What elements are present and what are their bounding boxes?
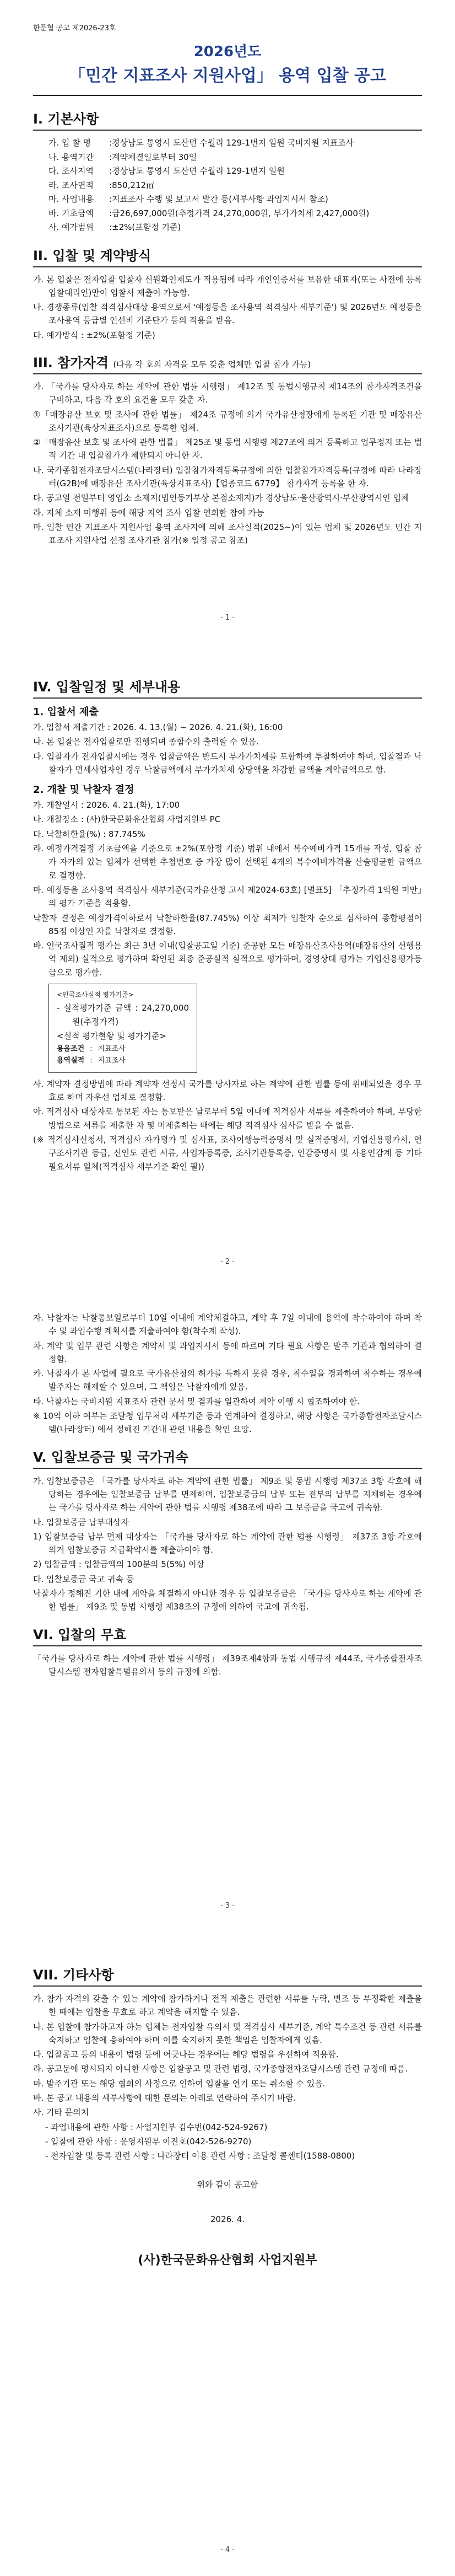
basic-info-row: 나. 용역기간 : 계약체결일로부터 30일: [33, 151, 422, 165]
basic-info-row: 사. 예가범위 : ±2%(포함정 기준): [33, 221, 422, 235]
basic-info-key: 바. 기초금액: [48, 208, 94, 218]
other-item: 마. 발주기관 또는 해당 협회의 사정으로 인하여 입찰을 연기 또는 취소할 수 있음.: [33, 2078, 326, 2089]
section-other-title: VII. 기타사항: [33, 1967, 114, 1983]
section-divider: [33, 1468, 422, 1469]
basic-info-value: 경상남도 통영시 도산면 수월리 129-1번지 일원: [112, 166, 285, 176]
eligibility-list: [33, 380, 422, 548]
doc-number: 한문협 공고 제2026-23호: [33, 24, 116, 33]
basic-info-key: 라. 조사면적: [48, 180, 94, 190]
eligibility-item: 다. 공고일 전일부터 영업소 소재지(법인등기부상 본점소재지)가 경상남도·울산광역시·부산광역시인 업체: [33, 493, 409, 503]
other-item: 다. 입찰공고 등의 내용이 법령 등에 어긋나는 경우에는 해당 법령을 우선하여 적용함.: [33, 2049, 339, 2060]
page-number: - 2 -: [220, 1258, 235, 1266]
box-row: 용을조건 : 지표조사: [57, 1044, 189, 1055]
eligibility-item: 라. 지체 소재 미행위 등에 해당 지역 조사 입찰 연회한 참여 가능: [33, 507, 264, 518]
page-4: [0, 1932, 455, 2576]
deposit-item: 2) 입찰금액 : 입찰금액의 100분의 5(5%) 이상: [33, 1559, 205, 1570]
evaluation-box: [48, 984, 197, 1073]
basic-info-row: 라. 조사면적 : 850,212㎡: [33, 179, 422, 193]
basic-info-value: 금26,697,000원(추정가격 24,270,000원, 부가가치세 2,427,000원): [112, 208, 370, 218]
eligibility-item: ②「매장유산 보호 및 조사에 관한 법률」 제25조 및 동법 시행령 제27조에 의거 등록하고 업무정지 또는 법적 기간 내 입찰참가가 제한되지 아니한 자.: [33, 437, 422, 461]
box-value: 지표조사: [98, 1045, 126, 1054]
page-number: - 3 -: [220, 1902, 235, 1910]
section-eligibility-title: [33, 352, 422, 371]
box-rows: [57, 1044, 189, 1067]
eligibility-item: 가. 「국가를 당사자로 하는 계약에 관한 법률 시행령」 제12조 및 동법시행규칙 제14조의 참가자격조건을 구비하고, 다음 각 호의 요건을 모두 갖춘 자.: [33, 381, 422, 405]
deposit-item: 다. 입찰보증금 국고 귀속 등: [33, 1574, 134, 1584]
method-item: 가. 본 입찰은 전자입찰 입찰자 신원확인제도가 적용됨에 따라 개인인증서를 보유한 대표자(또는 사전에 등록 입찰대리인)만이 입찰서 제출이 가능함.: [33, 274, 422, 298]
other-item: 사. 기타 문의처: [33, 2107, 89, 2118]
basic-info-key: 다. 조사지역: [48, 166, 94, 176]
opening-item: 라. 예정가격결정 기초금액을 기준으로 ±2%(포함정 기준) 범위 내에서 복수예비가격 15개를 작성, 입찰 참가 자가의 있는 업체가 선택한 추첨번호 중 가장 많이 선택된 4개의 복수예비가격을 산술평균한 금액으로 결정함.: [33, 844, 422, 881]
basic-info-value: 850,212㎡: [112, 180, 155, 190]
opening-list: [33, 798, 422, 979]
other-item: 가. 참가 자격의 갖출 수 있는 계약에 참가하거나 전적 제출은 관련한 서류를 누락, 변조 등 부정확한 제출을 한 때에는 입찰을 무효로 하고 계약을 해지할 수 있음.: [33, 1994, 422, 2017]
basic-info-value: 경상남도 통영시 도산면 수월리 129-1번지 일원 국비지원 지표조사: [112, 138, 354, 148]
page-3: [0, 1288, 455, 1932]
announcement-line: 위와 같이 공고함: [197, 2179, 258, 2189]
subsection-submission: 1. 입찰서 제출: [33, 706, 99, 718]
section-divider: [33, 697, 422, 699]
box-title: <인국조사실적 평가기준>: [57, 991, 134, 999]
page-number: - 1 -: [220, 614, 235, 622]
announcement-date: 2026. 4.: [210, 2214, 245, 2224]
other-item: 바. 본 공고 내용의 세부사항에 대한 문의는 아래로 연락하여 주시기 바람.: [33, 2093, 296, 2103]
section-divider: [33, 373, 422, 374]
box-key: 용역실적: [57, 1056, 85, 1065]
basic-info-list: [33, 136, 422, 235]
schedule-item: 자. 낙찰자는 낙찰통보일로부터 10일 이내에 계약체결하고, 계약 후 7일 이내에 용역에 착수하여야 하며 착수 및 과업수행 계획서를 제출하여야 함(착수계 작성).: [33, 1313, 422, 1337]
basic-info-row: 바. 기초금액 : 금26,697,000원(추정가격 24,270,000원, 부가가치세 2,427,000원): [33, 207, 422, 221]
page-2: [0, 644, 455, 1288]
submission-item: 다. 입찰자가 전자입찰시에는 경우 입찰금액은 반드시 부가가치세를 포함하여 투찰하여야 하며, 입찰결과 낙찰자가 면세사업자인 경우 낙찰금액에서 부가가치세 상당액을 차감한 금액을 계약금액으로 함.: [33, 751, 422, 775]
section-basic-title: I. 기본사항: [33, 111, 99, 127]
issuing-organization: (사)한국문화유산협회 사업지원부: [138, 2253, 317, 2267]
schedule-item: 카. 낙찰자가 본 사업에 필요로 국가유산청의 허가를 득하지 못할 경우, 착수일을 경과하여 착수하는 경우에 발주자는 해제할 수 있으며, 그 책임은 낙찰자에게 있음.: [33, 1368, 422, 1392]
box-lines: [57, 1001, 189, 1043]
opening-item: 다. 낙찰하한율(%) : 87.745%: [33, 829, 145, 839]
section-invalid-title: VI. 입찰의 무효: [33, 1627, 127, 1643]
page-title: 「민간 지표조사 지원사업」 용역 입찰 공고: [69, 66, 386, 85]
opening-item: (※ 적격심사신청서, 적격심사 자가평가 및 심사표, 조사이행능력증명서 및 실적증명서, 기업신용평가서, 연구조사기관 등급, 신인도 관련 서류, 사업자등록증, 조사기관등록증, 인감증명서 및 사용인감계 등 기타 필요서류 일체(적격심사 세부기준 확인 필)): [33, 1134, 422, 1172]
section-deposit-title: V. 입찰보증금 및 국가귀속: [33, 1449, 188, 1465]
section-divider: [33, 1985, 422, 1987]
basic-info-row: 다. 조사지역 : 경상남도 통영시 도산면 수월리 129-1번지 일원: [33, 164, 422, 179]
contact-item: - 과업내용에 관한 사항 : 사업지원부 김수빈(042-524-9267): [45, 2122, 268, 2132]
deposit-list: [33, 1474, 422, 1614]
other-item: 나. 본 입찰에 참가하고자 하는 업체는 전자입찰 유의서 및 적격심사 세부기준, 계약 특수조건 등 관련 서류를 숙지하고 입찰에 응하여야 하며 이를 숙지하지 못한 책임은 입찰자에게 있음.: [33, 2021, 422, 2045]
invalid-list: [33, 1652, 422, 1679]
section-divider: [33, 130, 422, 131]
basic-info-row: 가. 입 찰 명 : 경상남도 통영시 도산면 수월리 129-1번지 일원 국비지원 지표조사: [33, 136, 422, 151]
opening-item: 나. 개찰장소 : (사)한국문화유산협회 사업지원부 PC: [33, 814, 221, 825]
contact-item: - 전자입찰 및 등록 관련 사항 : 나라장터 이용 관련 사항 : 조달청 콜센터(1588-0800): [45, 2151, 355, 2161]
submission-item: 나. 본 입찰은 전자입찰로만 진행되며 종합수의 출력할 수 있음.: [33, 737, 259, 747]
eligibility-note: (다음 각 호의 자격을 모두 갖춘 업체만 입찰 참가 가능): [113, 359, 311, 369]
other-item: 라. 공고문에 명시되지 아니한 사항은 입찰공고 및 관련 법령, 국가종합전자조달시스템 관련 규정에 따름.: [33, 2064, 408, 2074]
opening-item: 마. 예정등을 조사용역 적격심사 세부기준(국가유산청 고시 제2024-63호) [별표5] 「추정가격 1억원 미만」의 평가 기준을 적용함.: [33, 884, 422, 909]
schedule-item: ※ 10억 이하 여부는 조달청 업무처리 세부기준 등과 연계하여 결정하고, 해당 사항은 국가종합전자조달시스템(나라장터) 에서 정해진 기간내 관련 내용을 확인 요망.: [33, 1411, 422, 1435]
opening-item: 가. 개찰일시 : 2026. 4. 21.(화), 17:00: [33, 800, 180, 811]
method-list: [33, 273, 422, 342]
title-year: 2026년도: [193, 44, 262, 60]
method-item: 다. 예가방식 : ±2%(포함정 기준): [33, 330, 155, 340]
page-1: [0, 0, 455, 644]
opening-list-b: [33, 1077, 422, 1173]
basic-info-value: 계약체결일로부터 30일: [112, 152, 197, 162]
schedule-item: 타. 낙찰자는 국비지원 지표조사 관련 문서 및 결과를 일관하여 계약 이행 시 협조하여야 함.: [33, 1396, 360, 1407]
basic-info-value: 지표조사 수행 및 보고서 발간 등(세부사항 과업지시서 참조): [112, 194, 328, 204]
basic-info-key: 가. 입 찰 명: [48, 138, 91, 148]
schedule-continued-list: [33, 1311, 422, 1436]
title-block: [33, 40, 422, 86]
section-divider: [33, 266, 422, 267]
box-key: 용을조건: [57, 1045, 85, 1054]
contact-list: [33, 2121, 422, 2163]
eligibility-item: ①「매장유산 보호 및 조사에 관한 법률」 제24조 규정에 의거 국가유산청장에게 등록된 기관 및 매장유산 조사기관(육상지표조사)으로 등록한 업체.: [33, 409, 422, 433]
method-item: 나. 경쟁종류(입찰 적격심사대상 용역으로서 '예정등을 조사용역 적격심사 세부기준') 및 2026년도 예정등을 조사용역 등급별 인선비 기준단가 등의 적용을 받음.: [33, 302, 422, 326]
box-row: 용역실적 : 지표조사: [57, 1055, 189, 1067]
contact-item: - 입찰에 관한 사항 : 운영지원부 이진호(042-526-9270): [45, 2136, 252, 2146]
invalid-item: 「국가를 당사자로 하는 계약에 관한 법률 시행령」 제39조제4항과 동법 시행규칙 제44조, 국가종합전자조달시스템 전자입찰특별유의서 등의 규정에 의함.: [33, 1653, 422, 1677]
submission-list: [33, 721, 422, 776]
box-value: 지표조사: [98, 1056, 126, 1065]
eligibility-item: 마. 입찰 민간 지표조사 지원사업 용역 조사지에 의해 조사실적(2025~)이 있는 업체 및 2026년도 민간 지표조사 지원사업 선정 조사기관 참가(※ 일정 공고 참조): [33, 522, 422, 546]
basic-info-key: 사. 예가범위: [48, 222, 94, 232]
other-list: [33, 1992, 422, 2119]
page-number: - 4 -: [220, 2546, 235, 2554]
submission-item: 가. 입찰서 제출기간 : 2026. 4. 13.(월) ~ 2026. 4. 21.(화), 16:00: [33, 722, 283, 732]
eligibility-title: III. 참가자격: [33, 355, 109, 371]
title-divider: [33, 95, 422, 96]
subsection-opening: 2. 개찰 및 낙찰자 결정: [33, 784, 134, 796]
opening-item: 낙찰자 결정은 예정가격이하로서 낙찰하한율(87.745%) 이상 최저가 입찰자 순으로 심사하여 종합평점이 85점 이상인 자를 낙찰자로 결정함.: [33, 913, 422, 936]
basic-info-row: 마. 사업내용 : 지표조사 수행 및 보고서 발간 등(세부사항 과업지시서 참조): [33, 192, 422, 207]
basic-info-key: 마. 사업내용: [48, 194, 94, 204]
box-line: <실적 평가현황 및 평가기준>: [57, 1031, 166, 1041]
section-divider: [33, 1645, 422, 1646]
section-method-title: II. 입찰 및 계약방식: [33, 248, 151, 264]
eligibility-item: 나. 국가종합전자조달시스템(나라장터) 입찰참가자격등록규정에 의한 입찰참가자격등록(규정에 따라 나라장터(G2B)에 매장유산 조사기관(육상지표조사)【업종코드 6779】 참가자격 등록을 한 자.: [33, 465, 422, 489]
deposit-item: 낙찰자가 정해진 기한 내에 계약을 체결하지 아니한 경우 등 입찰보증금은 「국가를 당사자로 하는 계약에 관한 법률」 제9조 및 동법 시행령 제38조의 규정에 의하여 국고에 귀속됨.: [33, 1588, 422, 1612]
box-line: - 실적평가기준 금액 : 24,270,000원(추정가격): [57, 1003, 189, 1027]
deposit-item: 1) 입찰보증금 납부 면제 대상자는 「국가를 당사자로 하는 계약에 관한 법률 시행령」 제37조 3항 각호에 의거 입찰보증금 지급확약서를 제출하여야 함.: [33, 1531, 422, 1555]
opening-item: 아. 적격심사 대상자로 통보된 자는 통보받은 날로부터 5일 이내에 적격심사 서류를 제출하여야 하며, 부당한 방법으로 서류를 제출한 자 및 미제출하는 때에는 해당 적격심사 심사를 받을 수 없음.: [33, 1107, 422, 1130]
deposit-item: 나. 입찰보증금 납부대상자: [33, 1517, 129, 1527]
opening-item: 사. 계약자 결정방법에 따라 계약자 선정시 국가를 당사자로 하는 계약에 관한 법률 등에 위배되었을 경우 무효로 하며 자우선 업체로 결정함.: [33, 1078, 422, 1103]
deposit-item: 가. 입찰보증금은 「국가를 당사자로 하는 계약에 관한 법률」 제9조 및 동법 시행령 제37조 3항 각호에 해당하는 경우에는 입찰보증금 납부를 면제하며, 입찰보증금의 납부 또는 전부의 납부를 지체하는 경우에는 국가를 당사자로 하는 계약에 관한 법률 시행령 제38조에 따라 그 보증금을 국고에 귀속함.: [33, 1475, 422, 1513]
schedule-item: 차. 계약 및 업무 관련 사항은 계약서 및 과업지시서 등에 따르며 기타 필요 사항은 발주 기관과 협의하여 결정함.: [33, 1340, 422, 1364]
section-schedule-title: IV. 입찰일정 및 세부내용: [33, 679, 181, 695]
basic-info-key: 나. 용역기간: [48, 152, 94, 162]
opening-item: 바. 인국조사질적 평가는 최근 3년 이내(입찰공고일 기준) 준공한 모든 매장유산조사용역(매장유산의 선행용역 제외) 실적으로 평가하며 확인된 최종 준공실적 실적으로 평가하며, 경영상태 평가는 기업신용평가등급으로 평가함.: [33, 941, 422, 978]
basic-info-value: ±2%(포함정 기준): [112, 222, 181, 232]
